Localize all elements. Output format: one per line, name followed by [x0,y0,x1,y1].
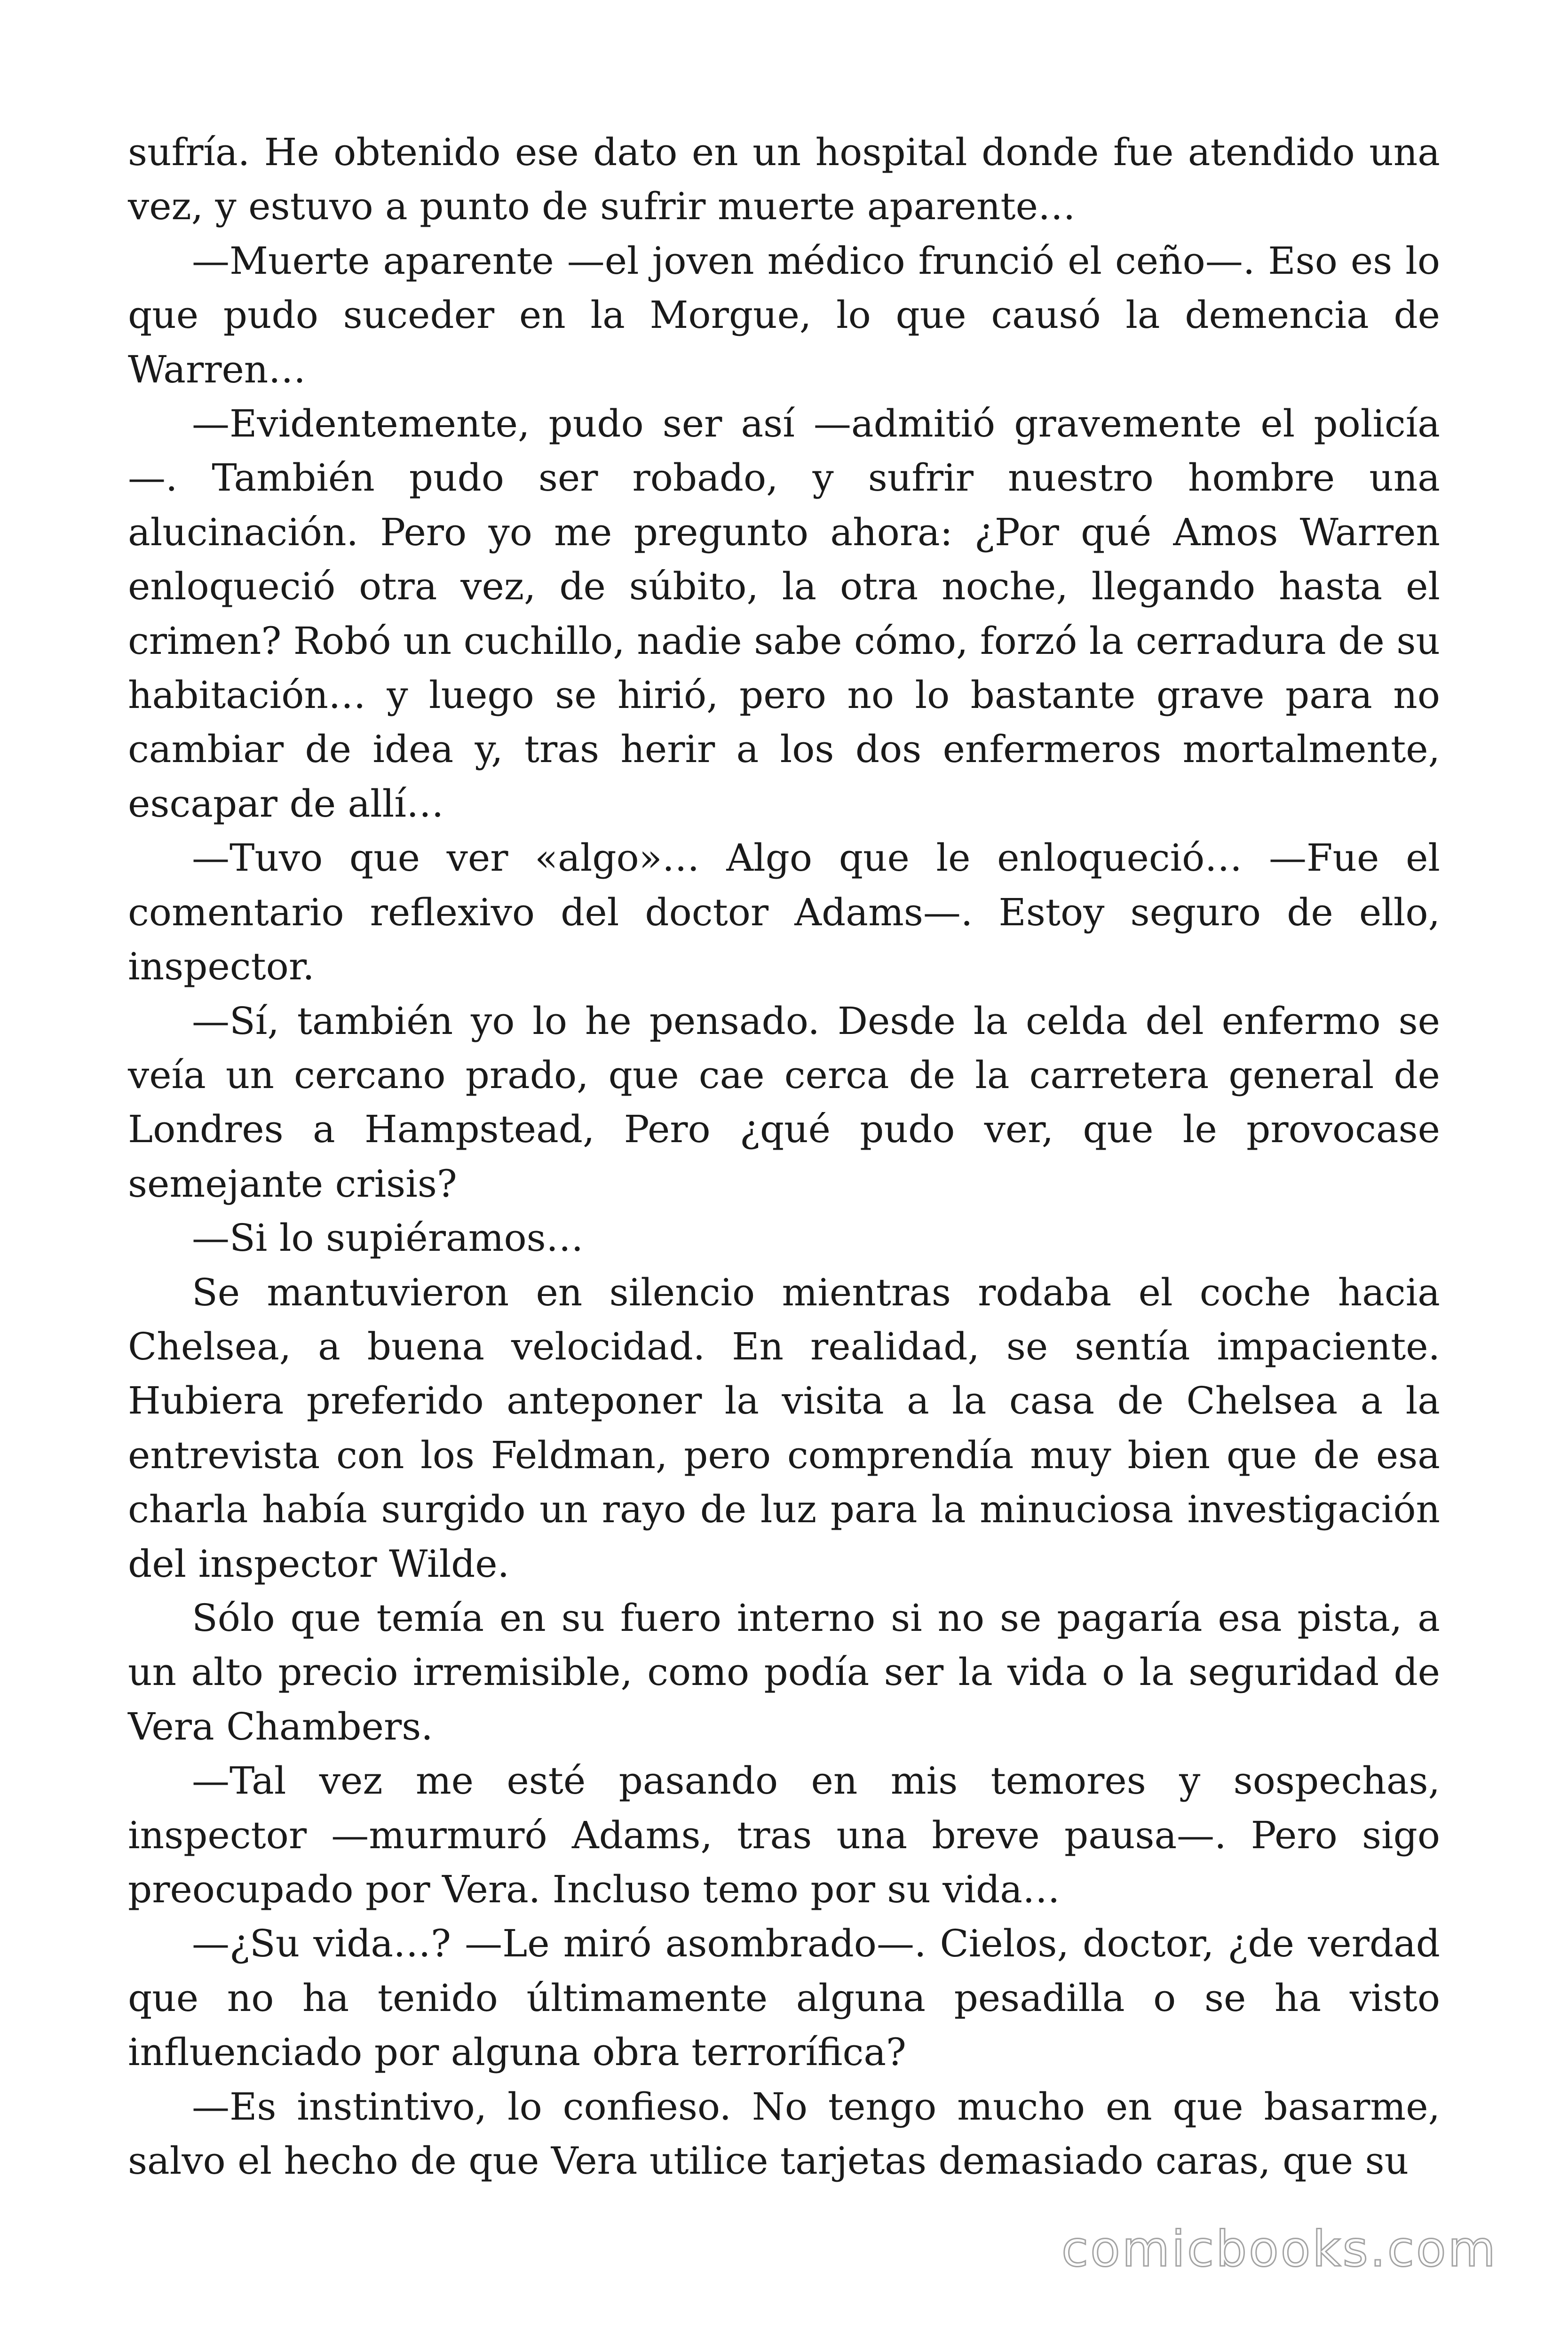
paragraph: Sólo que temía en su fuero interno si no se pagaría esa pista, a un alto precio irremisible, como podía ser la vida o la seguridad de Vera Chambers. [128,1596,1440,1748]
body-text [128,125,1440,2188]
paragraph: —¿Su vida…? —Le miró asombrado—. Cielos, doctor, ¿de verdad que no ha tenido últimamente alguna pesadilla o se ha visto influenciado por alguna obra terrorífica? [128,1922,1440,2074]
paragraph: —Si lo supiéramos… [192,1216,584,1260]
paragraph: Se mantuvieron en silencio mientras rodaba el coche hacia Chelsea, a buena velocidad. En realidad, se sentía impaciente. Hubiera preferido anteponer la visita a la casa de Chelsea a la entrevista con los Feldman, pero comprendía muy bien que de esa charla había surgido un rayo de luz para la minuciosa investigación del inspector Wilde. [128,1270,1440,1586]
paragraph: —Tuvo que ver «algo»… Algo que le enloqueció… —Fue el comentario reflexivo del doctor Adams—. Estoy seguro de ello, inspector. [128,836,1440,989]
paragraph: —Sí, también yo lo he pensado. Desde la celda del enfermo se veía un cercano prado, que cae cerca de la carretera general de Londres a Hampstead, Pero ¿qué pudo ver, que le provocase semejante crisis? [128,999,1440,1206]
paragraph: —Es instintivo, lo confieso. No tengo mucho en que basarme, salvo el hecho de que Vera utilice tarjetas demasiado caras, que su [128,2084,1440,2183]
watermark: comicbooks.com [1061,2220,1497,2278]
paragraph: —Tal vez me esté pasando en mis temores y sospechas, inspector —murmuró Adams, tras una breve pausa—. Pero sigo preocupado por Vera. Incluso temo por su vida… [128,1759,1440,1911]
paragraph: —Evidentemente, pudo ser así —admitió gravemente el policía —. También pudo ser robado, y sufrir nuestro hombre una alucinación. Pero yo me pregunto ahora: ¿Por qué Amos Warren enloqueció otra vez, de súbito, la otra noche, llegando hasta el crimen? Robó un cuchillo, nadie sabe cómo, forzó la cerradura de su habitación… y luego se hirió, pero no lo bastante grave para no cambiar de idea y, tras herir a los dos enfermeros mortalmente, escapar de allí… [128,402,1440,826]
paragraph-continuation: sufría. He obtenido ese dato en un hospital donde fue atendido una vez, y estuvo a punto de sufrir muerte aparente… [128,130,1440,229]
paragraph: —Muerte aparente —el joven médico frunció el ceño—. Eso es lo que pudo suceder en la Morgue, lo que causó la demencia de Warren… [128,238,1440,391]
